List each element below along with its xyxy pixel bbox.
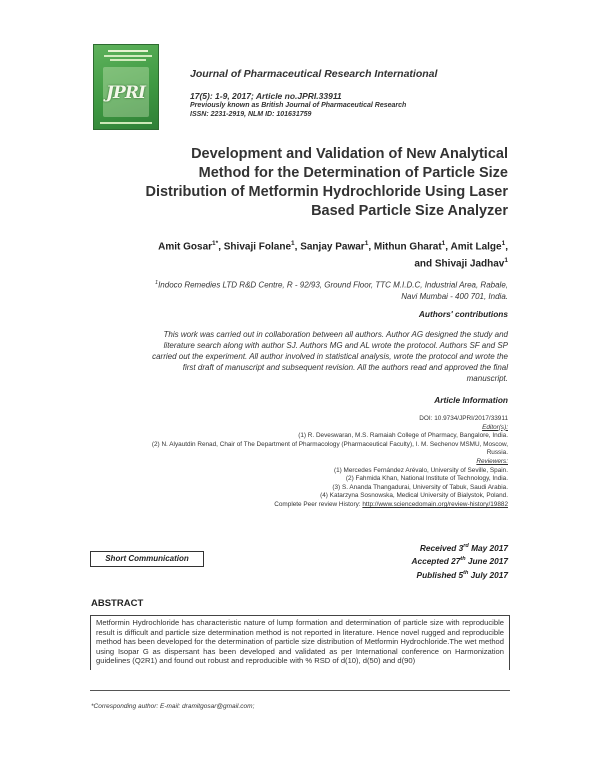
author-affiliation-mark: 1*	[212, 240, 219, 247]
author-affiliation-mark: 1	[364, 240, 369, 247]
editors-label: Editor(s):	[482, 423, 508, 431]
contributions-line: literature search along with author SJ. Authors MG and AL wrote the protocol. Authors SF and SP	[163, 341, 508, 350]
accepted-date: Accepted 27th June 2017	[411, 556, 508, 567]
article-type-badge: Short Communication	[90, 551, 204, 567]
reviewer-entry: (3) S. Ananda Thangadurai, University of Tabuk, Saudi Arabia.	[332, 483, 508, 491]
editor-entry: Russia.	[486, 449, 508, 457]
affiliation-line: Navi Mumbai - 400 701, India.	[401, 291, 508, 301]
author-name: Amit Gosar	[158, 241, 213, 253]
paper-title-line: Distribution of Metformin Hydrochloride Using Laser	[145, 184, 508, 200]
journal-cover-image	[93, 44, 159, 130]
contributions-text	[88, 329, 508, 384]
contributions-line: carried out the experiment. All author involved in statistical analysis, wrote the protocol and wrote the	[152, 352, 508, 361]
author-affiliation-mark: 1	[501, 240, 506, 247]
cover-decoration	[104, 55, 152, 57]
paper-title-line: Based Particle Size Analyzer	[311, 203, 508, 219]
review-history-link[interactable]: http://www.sciencedomain.org/review-history/19882	[362, 500, 508, 508]
paper-title-line: Method for the Determination of Particle Size	[198, 165, 508, 181]
published-date: Published 5th July 2017	[416, 569, 508, 580]
contributions-line: first draft of manuscript and subsequent revision. All the authors read and approved the final	[182, 363, 508, 372]
author-affiliation-mark: 1	[441, 240, 446, 247]
paper-title-line: Development and Validation of New Analytical	[191, 146, 508, 162]
cover-decoration	[108, 50, 148, 52]
affiliation-line: Indoco Remedies LTD R&D Centre, R - 92/93, Ground Floor, TTC M.I.D.C, Industrial Area, Rabale,	[158, 280, 508, 290]
corresponding-author-footnote: *Corresponding author: E-mail: dramitgosar@gmail.com;	[91, 703, 255, 710]
doi: DOI: 10.9734/JPRI/2017/33911	[419, 415, 508, 422]
author-affiliation-mark: 1	[291, 240, 295, 247]
editor-entry: (2) N. Alyautdin Renad, Chair of The Department of Pharmacology (Pharmaceutical Faculty), I. M. Sechenov MSMU, Moscow,	[151, 440, 508, 448]
publication-dates	[411, 541, 508, 581]
contributions-line: This work was carried out in collaboration between all authors. Author AG designed the study and	[163, 330, 508, 339]
paper-title	[108, 145, 508, 221]
journal-issn: ISSN: 2231-2919, NLM ID: 101631759	[190, 111, 312, 118]
affiliation-mark: 1	[155, 280, 159, 286]
journal-title: Journal of Pharmaceutical Research International	[190, 68, 438, 80]
received-date: Received 3rd May 2017	[419, 542, 508, 553]
review-history-label: Complete Peer review History:	[274, 500, 361, 508]
author-name: Shivaji Folane	[223, 241, 292, 253]
contributions-line: manuscript.	[466, 374, 508, 383]
contributions-heading: Authors' contributions	[418, 309, 508, 319]
editor-entry: (1) R. Deveswaran, M.S. Ramaiah College of Pharmacy, Bangalore, India.	[298, 432, 508, 440]
journal-previous-name: Previously known as British Journal of Pharmaceutical Research	[190, 102, 407, 109]
author-name: Amit Lalge	[450, 241, 502, 253]
reviewer-entry: (4) Katarzyna Sosnowska, Medical University of Bialystok, Poland.	[320, 492, 508, 500]
author-name: and Shivaji Jadhav	[414, 258, 505, 270]
footnote-divider	[90, 690, 510, 691]
author-list: Amit Gosar$^{1*}$, Shivaji Folane$^1$, Sanjay Pawar$^1$, Mithun Gharat$^1$, Amit Lalge$^1$, and Shivaji Jadhav$^1$	[158, 240, 508, 270]
abstract-heading: ABSTRACT	[91, 598, 144, 609]
cover-decoration	[100, 122, 152, 124]
article-info-heading: Article Information	[434, 395, 508, 405]
author-name: Sanjay Pawar	[300, 241, 365, 253]
reviewers-label: Reviewers:	[476, 457, 508, 465]
affiliation	[68, 278, 508, 302]
article-info-block	[78, 415, 508, 510]
cover-decoration	[110, 59, 146, 61]
author-name: Mithun Gharat	[373, 241, 442, 253]
abstract-text: Metformin Hydrochloride has characteristic nature of lump formation and determination of particle size with reproducible result is difficult and particle size determination method is not reported in literature. Hence novel rugged and reproducible method has been developed for the determination of particle size distribution of Metformin Hydrochloride.The wet method using Isopar G as dispersant has been developed and validated as per International conference on Harmonization guidelines (Q2R1) and found out robust and reproducible with % RSD of d(10), d(50) and d(90)	[90, 615, 510, 670]
cover-logo: JPRI	[106, 83, 145, 103]
author-affiliation-mark: 1	[504, 257, 508, 265]
reviewer-entry: (2) Fahmida Khan, National Institute of Technology, India.	[345, 475, 508, 483]
journal-volume: 17(5): 1-9, 2017; Article no.JPRI.33911	[190, 91, 342, 101]
reviewer-entry: (1) Mercedes Fernández Arévalo, University of Seville, Spain.	[333, 466, 508, 474]
